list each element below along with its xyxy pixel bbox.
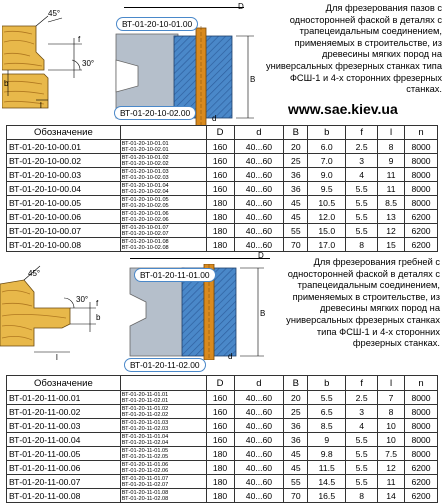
dim-d-b: d bbox=[228, 352, 233, 361]
part-code: ВТ-01-20-11-01.07 bbox=[121, 475, 169, 482]
B-cell: 20 bbox=[284, 140, 308, 154]
part-label-upper: ВТ-01-20-10-01.00 bbox=[116, 17, 198, 31]
D-cell: 160 bbox=[206, 391, 234, 405]
part-codes-cell bbox=[120, 405, 206, 419]
d-cell: 40...60 bbox=[234, 210, 284, 224]
part-codes-cell bbox=[120, 140, 206, 154]
B-cell: 36 bbox=[284, 182, 308, 196]
col-designation: Обозначение bbox=[7, 126, 121, 140]
D-cell: 160 bbox=[206, 182, 234, 196]
f-cell: 2.5 bbox=[346, 391, 378, 405]
tongue-profile-drawing bbox=[0, 262, 110, 362]
n-cell: 6200 bbox=[405, 224, 438, 238]
table-row bbox=[7, 224, 438, 238]
b-cell: 7.0 bbox=[308, 154, 346, 168]
D-cell: 160 bbox=[206, 433, 234, 447]
part-code: ВТ-01-20-10-02.05 bbox=[121, 202, 169, 209]
l-cell: 14 bbox=[378, 489, 405, 503]
f-cell: 3 bbox=[346, 405, 378, 419]
B-cell: 70 bbox=[284, 238, 308, 252]
designation-cell: ВТ-01-20-10-00.04 bbox=[7, 182, 121, 196]
l-cell: 11 bbox=[378, 475, 405, 489]
n-cell: 6200 bbox=[405, 475, 438, 489]
part-code: ВТ-01-20-10-02.06 bbox=[121, 216, 169, 223]
col-d-b: d bbox=[234, 376, 284, 391]
col-D-b: D bbox=[206, 376, 234, 391]
d-cell: 40...60 bbox=[234, 489, 284, 503]
l-cell: 10 bbox=[378, 433, 405, 447]
part-code: ВТ-01-20-10-02.07 bbox=[121, 230, 169, 237]
part-codes-cell bbox=[120, 447, 206, 461]
D-cell: 160 bbox=[206, 405, 234, 419]
l-cell: 8.5 bbox=[378, 196, 405, 210]
B-cell: 45 bbox=[284, 196, 308, 210]
part-code: ВТ-01-20-10-02.02 bbox=[121, 160, 169, 167]
designation-cell: ВТ-01-20-11-00.07 bbox=[7, 475, 121, 489]
f-cell: 5.5 bbox=[346, 475, 378, 489]
b-cell: 16.5 bbox=[308, 489, 346, 503]
dim-b: b bbox=[4, 79, 9, 88]
b-cell: 6.5 bbox=[308, 405, 346, 419]
part-codes-cell bbox=[120, 224, 206, 238]
d-cell: 40...60 bbox=[234, 419, 284, 433]
dim-l: l bbox=[40, 101, 42, 110]
table-row bbox=[7, 196, 438, 210]
col-b: b bbox=[308, 126, 346, 140]
d-cell: 40...60 bbox=[234, 238, 284, 252]
b-cell: 15.0 bbox=[308, 224, 346, 238]
designation-cell: ВТ-01-20-11-00.06 bbox=[7, 461, 121, 475]
designation-cell: ВТ-01-20-10-00.01 bbox=[7, 140, 121, 154]
table-row bbox=[7, 168, 438, 182]
col-d: d bbox=[234, 126, 284, 140]
part-code: ВТ-01-20-10-02.03 bbox=[121, 174, 169, 181]
part-code: ВТ-01-20-10-02.01 bbox=[121, 146, 169, 153]
col-B-b: B bbox=[284, 376, 308, 391]
part-code: ВТ-01-20-10-02.08 bbox=[121, 244, 169, 251]
table-row bbox=[7, 489, 438, 503]
designation-cell: ВТ-01-20-11-00.01 bbox=[7, 391, 121, 405]
d-cell: 40...60 bbox=[234, 433, 284, 447]
col-B: B bbox=[284, 126, 308, 140]
n-cell: 6200 bbox=[405, 461, 438, 475]
table-row bbox=[7, 238, 438, 252]
dim-D-line bbox=[124, 7, 244, 8]
B-cell: 25 bbox=[284, 405, 308, 419]
D-cell: 180 bbox=[206, 447, 234, 461]
part-code: ВТ-01-20-11-02.05 bbox=[121, 453, 169, 460]
part-code: ВТ-01-20-11-01.06 bbox=[121, 461, 169, 468]
B-cell: 45 bbox=[284, 210, 308, 224]
d-cell: 40...60 bbox=[234, 154, 284, 168]
n-cell: 8000 bbox=[405, 391, 438, 405]
B-cell: 25 bbox=[284, 154, 308, 168]
part-code: ВТ-01-20-11-01.08 bbox=[121, 489, 169, 496]
part-label-lower-b: ВТ-01-20-11-02.00 bbox=[124, 358, 206, 372]
dim-angle-45: 45° bbox=[48, 9, 61, 18]
col-f-b: f bbox=[346, 376, 378, 391]
f-cell: 5.5 bbox=[346, 447, 378, 461]
table-row bbox=[7, 154, 438, 168]
part-code: ВТ-01-20-10-01.01 bbox=[121, 140, 169, 147]
l-cell: 7 bbox=[378, 391, 405, 405]
table-row bbox=[7, 433, 438, 447]
B-cell: 55 bbox=[284, 475, 308, 489]
bottom-table-body bbox=[7, 391, 438, 503]
table-row bbox=[7, 140, 438, 154]
b-cell: 14.5 bbox=[308, 475, 346, 489]
col-parts-b bbox=[120, 376, 206, 391]
n-cell: 8000 bbox=[405, 405, 438, 419]
l-cell: 8 bbox=[378, 140, 405, 154]
d-cell: 40...60 bbox=[234, 140, 284, 154]
n-cell: 6200 bbox=[405, 238, 438, 252]
d-cell: 40...60 bbox=[234, 405, 284, 419]
dim-f: f bbox=[78, 35, 81, 44]
part-codes-cell bbox=[120, 154, 206, 168]
part-codes-cell bbox=[120, 461, 206, 475]
b-cell: 12.0 bbox=[308, 210, 346, 224]
col-D: D bbox=[206, 126, 234, 140]
part-codes-cell bbox=[120, 182, 206, 196]
top-spec-table bbox=[6, 125, 438, 252]
part-code: ВТ-01-20-10-02.04 bbox=[121, 188, 169, 195]
d-cell: 40...60 bbox=[234, 196, 284, 210]
col-l: l bbox=[378, 126, 405, 140]
designation-cell: ВТ-01-20-11-00.03 bbox=[7, 419, 121, 433]
f-cell: 5.5 bbox=[346, 461, 378, 475]
part-code: ВТ-01-20-11-02.04 bbox=[121, 439, 169, 446]
dim-l-b: l bbox=[56, 353, 58, 362]
D-cell: 160 bbox=[206, 140, 234, 154]
D-cell: 180 bbox=[206, 196, 234, 210]
designation-cell: ВТ-01-20-11-00.02 bbox=[7, 405, 121, 419]
designation-cell: ВТ-01-20-10-00.07 bbox=[7, 224, 121, 238]
table-row bbox=[7, 447, 438, 461]
n-cell: 8000 bbox=[405, 196, 438, 210]
part-code: ВТ-01-20-11-01.03 bbox=[121, 419, 169, 426]
table-row bbox=[7, 461, 438, 475]
col-f: f bbox=[346, 126, 378, 140]
top-table-body bbox=[7, 140, 438, 252]
part-code: ВТ-01-20-10-01.03 bbox=[121, 168, 169, 175]
part-code: ВТ-01-20-11-02.06 bbox=[121, 467, 169, 474]
dim-f-b: f bbox=[96, 299, 99, 308]
f-cell: 5.5 bbox=[346, 182, 378, 196]
f-cell: 8 bbox=[346, 238, 378, 252]
n-cell: 8000 bbox=[405, 447, 438, 461]
part-code: ВТ-01-20-10-01.02 bbox=[121, 154, 169, 161]
n-cell: 8000 bbox=[405, 419, 438, 433]
table-row bbox=[7, 210, 438, 224]
b-cell: 5.5 bbox=[308, 391, 346, 405]
designation-cell: ВТ-01-20-10-00.06 bbox=[7, 210, 121, 224]
f-cell: 5.5 bbox=[346, 196, 378, 210]
part-code: ВТ-01-20-10-01.07 bbox=[121, 224, 169, 231]
part-codes-cell bbox=[120, 391, 206, 405]
col-designation-b: Обозначение bbox=[7, 376, 121, 391]
D-cell: 180 bbox=[206, 224, 234, 238]
l-cell: 9 bbox=[378, 154, 405, 168]
col-l-b: l bbox=[378, 376, 405, 391]
dim-D: D bbox=[238, 2, 244, 11]
l-cell: 10 bbox=[378, 419, 405, 433]
part-code: ВТ-01-20-11-02.02 bbox=[121, 411, 169, 418]
f-cell: 5.5 bbox=[346, 433, 378, 447]
dim-angle-30: 30° bbox=[82, 59, 95, 68]
B-cell: 36 bbox=[284, 168, 308, 182]
d-cell: 40...60 bbox=[234, 168, 284, 182]
b-cell: 10.5 bbox=[308, 196, 346, 210]
d-cell: 40...60 bbox=[234, 461, 284, 475]
f-cell: 5.5 bbox=[346, 224, 378, 238]
D-cell: 180 bbox=[206, 475, 234, 489]
designation-cell: ВТ-01-20-10-00.02 bbox=[7, 154, 121, 168]
part-codes-cell bbox=[120, 238, 206, 252]
f-cell: 3 bbox=[346, 154, 378, 168]
designation-cell: ВТ-01-20-10-00.05 bbox=[7, 196, 121, 210]
part-code: ВТ-01-20-10-01.08 bbox=[121, 238, 169, 245]
D-cell: 180 bbox=[206, 461, 234, 475]
B-cell: 36 bbox=[284, 419, 308, 433]
bottom-spec-table bbox=[6, 375, 438, 503]
part-code: ВТ-01-20-11-02.01 bbox=[121, 397, 169, 404]
wood-board-upper bbox=[2, 26, 44, 70]
dim-angle-45-b: 45° bbox=[28, 269, 41, 278]
designation-cell: ВТ-01-20-10-00.03 bbox=[7, 168, 121, 182]
part-codes-cell bbox=[120, 196, 206, 210]
bottom-description: Для фрезерования гребней с односторонней фаской в деталях с трапецеидальным соединением, применяемых в строительстве, из древесины мягких пород на универсальных фрезерных станках типа ФСШ-1 и 4-х сторонних фрезерных станках. bbox=[286, 257, 440, 349]
part-codes-cell bbox=[120, 168, 206, 182]
dim-D-line-b bbox=[130, 258, 270, 259]
dim-d: d bbox=[212, 114, 217, 123]
b-cell: 8.5 bbox=[308, 419, 346, 433]
l-cell: 13 bbox=[378, 210, 405, 224]
d-cell: 40...60 bbox=[234, 224, 284, 238]
table-row bbox=[7, 405, 438, 419]
dim-D-b: D bbox=[258, 251, 264, 260]
b-cell: 9.5 bbox=[308, 182, 346, 196]
table-row bbox=[7, 475, 438, 489]
D-cell: 180 bbox=[206, 489, 234, 503]
table-row bbox=[7, 182, 438, 196]
part-code: ВТ-01-20-11-01.01 bbox=[121, 391, 169, 398]
l-cell: 12 bbox=[378, 461, 405, 475]
part-codes-cell bbox=[120, 475, 206, 489]
cutter-body-right-b bbox=[214, 268, 236, 356]
d-cell: 40...60 bbox=[234, 391, 284, 405]
part-code: ВТ-01-20-10-01.04 bbox=[121, 182, 169, 189]
l-cell: 15 bbox=[378, 238, 405, 252]
top-description: Для фрезерования пазов с односторонней фаской в деталях с трапецеидальным соединением, применяемых в строительстве, из древесины мягких пород на универсальных фрезерных станках типа ФСШ-1 и 4-х сторонних фрезерных станках. bbox=[265, 3, 442, 95]
D-cell: 160 bbox=[206, 168, 234, 182]
designation-cell: ВТ-01-20-11-00.05 bbox=[7, 447, 121, 461]
dim-b-b: b bbox=[96, 313, 101, 322]
l-cell: 11 bbox=[378, 182, 405, 196]
B-cell: 70 bbox=[284, 489, 308, 503]
l-cell: 12 bbox=[378, 224, 405, 238]
f-cell: 4 bbox=[346, 419, 378, 433]
table-row bbox=[7, 391, 438, 405]
d-cell: 40...60 bbox=[234, 182, 284, 196]
B-cell: 20 bbox=[284, 391, 308, 405]
B-cell: 45 bbox=[284, 447, 308, 461]
l-cell: 8 bbox=[378, 405, 405, 419]
col-n: n bbox=[405, 126, 438, 140]
f-cell: 2.5 bbox=[346, 140, 378, 154]
groove-profile-drawing bbox=[2, 8, 102, 116]
designation-cell: ВТ-01-20-10-00.08 bbox=[7, 238, 121, 252]
col-b-b: b bbox=[308, 376, 346, 391]
n-cell: 8000 bbox=[405, 182, 438, 196]
b-cell: 17.0 bbox=[308, 238, 346, 252]
col-parts bbox=[120, 126, 206, 140]
d-cell: 40...60 bbox=[234, 475, 284, 489]
n-cell: 8000 bbox=[405, 154, 438, 168]
part-codes-cell bbox=[120, 210, 206, 224]
f-cell: 4 bbox=[346, 168, 378, 182]
col-n-b: n bbox=[405, 376, 438, 391]
D-cell: 180 bbox=[206, 238, 234, 252]
n-cell: 8000 bbox=[405, 140, 438, 154]
part-code: ВТ-01-20-11-01.02 bbox=[121, 405, 169, 412]
part-codes-cell bbox=[120, 433, 206, 447]
part-code: ВТ-01-20-11-02.08 bbox=[121, 495, 169, 502]
part-code: ВТ-01-20-11-02.07 bbox=[121, 481, 169, 488]
l-cell: 7.5 bbox=[378, 447, 405, 461]
b-cell: 11.5 bbox=[308, 461, 346, 475]
b-cell: 9 bbox=[308, 433, 346, 447]
designation-cell: ВТ-01-20-11-00.04 bbox=[7, 433, 121, 447]
b-cell: 9.0 bbox=[308, 168, 346, 182]
dim-B-b: B bbox=[260, 309, 266, 318]
dim-angle-30-b: 30° bbox=[76, 295, 89, 304]
site-url[interactable]: www.sae.kiev.ua bbox=[288, 101, 398, 117]
D-cell: 180 bbox=[206, 210, 234, 224]
cutter-body-right bbox=[206, 36, 232, 118]
table-row bbox=[7, 419, 438, 433]
part-code: ВТ-01-20-11-02.03 bbox=[121, 425, 169, 432]
n-cell: 6200 bbox=[405, 210, 438, 224]
n-cell: 8000 bbox=[405, 433, 438, 447]
B-cell: 45 bbox=[284, 461, 308, 475]
b-cell: 9.8 bbox=[308, 447, 346, 461]
dim-B: B bbox=[250, 75, 256, 84]
part-code: ВТ-01-20-11-01.05 bbox=[121, 447, 169, 454]
part-code: ВТ-01-20-10-01.05 bbox=[121, 196, 169, 203]
D-cell: 160 bbox=[206, 419, 234, 433]
D-cell: 160 bbox=[206, 154, 234, 168]
part-codes-cell bbox=[120, 489, 206, 503]
f-cell: 5.5 bbox=[346, 210, 378, 224]
n-cell: 6200 bbox=[405, 489, 438, 503]
part-label-upper-b: ВТ-01-20-11-01.00 bbox=[134, 268, 216, 282]
B-cell: 36 bbox=[284, 433, 308, 447]
part-label-lower: ВТ-01-20-10-02.00 bbox=[114, 106, 196, 120]
b-cell: 6.0 bbox=[308, 140, 346, 154]
d-cell: 40...60 bbox=[234, 447, 284, 461]
part-code: ВТ-01-20-11-01.04 bbox=[121, 433, 169, 440]
l-cell: 11 bbox=[378, 168, 405, 182]
f-cell: 8 bbox=[346, 489, 378, 503]
n-cell: 8000 bbox=[405, 168, 438, 182]
wood-board-tongue bbox=[0, 280, 70, 346]
B-cell: 55 bbox=[284, 224, 308, 238]
part-code: ВТ-01-20-10-01.06 bbox=[121, 210, 169, 217]
part-codes-cell bbox=[120, 419, 206, 433]
designation-cell: ВТ-01-20-11-00.08 bbox=[7, 489, 121, 503]
